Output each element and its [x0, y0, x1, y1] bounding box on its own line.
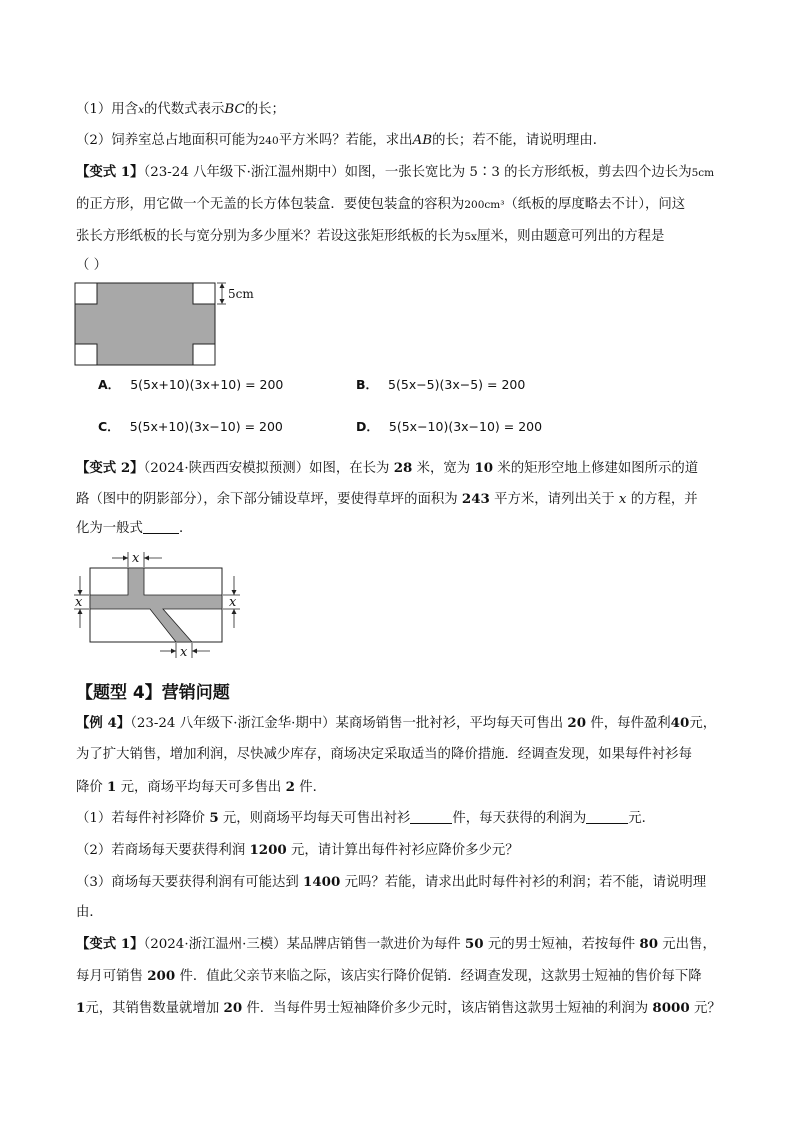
- road-width-label-right: x: [229, 595, 237, 610]
- example-4-variant-1-line-3: 1元，其销售数量就增加 20 件．当每件男士短袖降价多少元时，该店销售这款男士短袖的利润为 8000 元？: [76, 1000, 721, 1016]
- road-width-label-bottom: x: [180, 645, 188, 660]
- option-c[interactable]: C． 5(5x+10)(3x−10) = 200: [98, 419, 283, 434]
- variant-1-line-3: 张长方形纸板的长与宽分别为多少厘米？若设这张矩形纸板的长为5x厘米，则由题意可列出的方程是: [76, 229, 665, 244]
- road-width-label-left: x: [75, 595, 83, 610]
- answer-blank-profit[interactable]: [586, 810, 628, 824]
- example-4-question-1: （1）若每件衬衫降价 5 元，则商场平均每天可售出衬衫 件，每天获得的利润为 元．: [76, 810, 656, 826]
- example-4-line-3: 降价 1 元，商场平均每天可多售出 2 件．: [76, 779, 326, 795]
- answer-blank[interactable]: [143, 520, 179, 534]
- corner-square-bl: [75, 344, 97, 365]
- corner-square-tr: [193, 283, 215, 304]
- example-4-question-2: （2）若商场每天要获得利润 1200 元，请计算出每件衬衫应降价多少元？: [76, 842, 519, 858]
- example-4-line-1: 【例 4】（23-24 八年级下·浙江金华·期中）某商场销售一批衬衫，平均每天可售出 20 件，每件盈利40元，: [76, 715, 717, 731]
- cut-size-label: 5cm: [228, 287, 254, 301]
- cardboard-figure: [74, 282, 274, 368]
- answer-blank-count[interactable]: [410, 810, 452, 824]
- question-part-2: （2）饲养室总占地面积可能为240平方米吗？若能，求出AB的长；若不能，请说明理由．: [76, 133, 607, 148]
- option-a[interactable]: A． 5(5x+10)(3x+10) = 200: [98, 377, 284, 392]
- example-4-line-2: 为了扩大销售，增加利润，尽快减少库存，商场决定采取适当的降价措施．经调查发现，如果每件衬衫每: [76, 747, 692, 762]
- corner-square-br: [193, 344, 215, 365]
- variant-1-line-1: 【变式 1】（23-24 八年级下·浙江温州期中）如图，一张长宽比为 5∶3 的长方形纸板，剪去四个边长为5cm: [76, 164, 715, 180]
- variant-1-line-2: 的正方形，用它做一个无盖的长方体包装盒．要使包装盒的容积为200cm³（纸板的厚度略去不计），问这: [76, 197, 686, 212]
- variant-2-line-3: 化为一般式 ．: [76, 521, 193, 536]
- road-figure: [70, 548, 250, 662]
- example-4-variant-1-line-2: 每月可销售 200 件．值此父亲节来临之际，该店实行降价促销．经调查发现，这款男士短袖的售价每下降: [76, 968, 702, 984]
- corner-square-tl: [75, 283, 97, 304]
- option-b[interactable]: B． 5(5x−5)(3x−5) = 200: [356, 377, 526, 392]
- road-width-label-top: x: [132, 551, 140, 566]
- option-d[interactable]: D． 5(5x−10)(3x−10) = 200: [356, 419, 543, 434]
- example-4-question-3-end: 由．: [76, 905, 103, 920]
- example-4-question-3: （3）商场每天要获得利润有可能达到 1400 元吗？若能，请求出此时每件衬衫的利润；若不能，请说明理: [76, 874, 707, 890]
- question-part-1: （1）用含x的代数式表示BC的长；: [76, 102, 285, 117]
- example-4-variant-1-line-1: 【变式 1】（2024·浙江温州·三模）某品牌店销售一款进价为每件 50 元的男士短袖，若按每件 80 元出售，: [76, 936, 716, 952]
- section-heading: 【题型 4】营销问题: [76, 683, 230, 703]
- variant-2-line-1: 【变式 2】（2024·陕西西安模拟预测）如图，在长为 28 米，宽为 10 米的矩形空地上修建如图所示的道: [76, 460, 699, 476]
- variant-2-line-2: 路（图中的阴影部分），余下部分铺设草坪，要使得草坪的面积为 243 平方米，请列出关于 x 的方程，并: [76, 491, 698, 507]
- variant-1-answer-paren: （ ）: [76, 258, 108, 273]
